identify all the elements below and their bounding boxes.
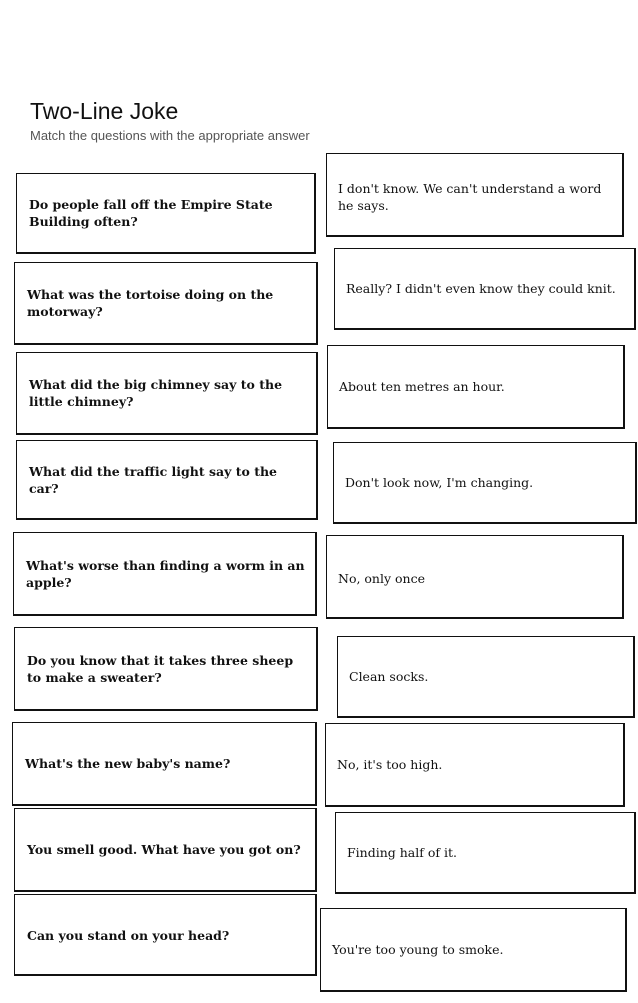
question-text: What's worse than finding a worm in an apple?	[26, 557, 305, 590]
answer-text: About ten metres an hour.	[339, 379, 505, 394]
answer-card	[326, 153, 624, 237]
question-text: Can you stand on your head?	[27, 928, 230, 943]
question-text: What was the tortoise doing on the motorway?	[27, 287, 274, 319]
answer-card	[337, 636, 635, 718]
question-card	[16, 173, 316, 254]
answer-text: No, only once	[338, 571, 425, 586]
answer-text: You're too young to smoke.	[332, 942, 504, 957]
question-card	[13, 532, 317, 616]
answer-text: Don't look now, I'm changing.	[345, 475, 534, 490]
question-card	[16, 440, 318, 520]
question-text: What did the traffic light say to the car?	[29, 463, 278, 496]
answer-text: Really? I didn't even know they could knit.	[346, 281, 616, 296]
answer-card	[320, 908, 627, 992]
answer-text: No, it's too high.	[337, 757, 443, 772]
question-text: Do people fall off the Empire State Building often?	[29, 197, 273, 229]
answer-card	[326, 535, 624, 619]
page-subtitle: Match the questions with the appropriate answer	[30, 128, 310, 143]
question-text: What did the big chimney say to the little chimney?	[29, 377, 283, 409]
question-card	[14, 808, 317, 892]
question-card	[12, 722, 317, 806]
answer-card	[327, 345, 625, 429]
answer-text: Clean socks.	[349, 669, 429, 684]
page-title: Two-Line Joke	[30, 98, 179, 124]
answer-card	[325, 723, 625, 807]
answer-text: I don't know. We can't understand a word he says.	[338, 181, 602, 213]
answer-card	[335, 812, 636, 894]
answer-card	[334, 248, 636, 330]
answer-card	[333, 442, 637, 524]
question-card	[16, 352, 318, 435]
question-text: What's the new baby's name?	[25, 756, 231, 771]
question-card	[14, 627, 318, 711]
answer-text: Finding half of it.	[347, 845, 457, 860]
question-card	[14, 262, 318, 345]
question-text: You smell good. What have you got on?	[27, 842, 301, 857]
question-text: Do you know that it takes three sheep to make a sweater?	[27, 652, 294, 685]
question-card	[14, 894, 317, 976]
